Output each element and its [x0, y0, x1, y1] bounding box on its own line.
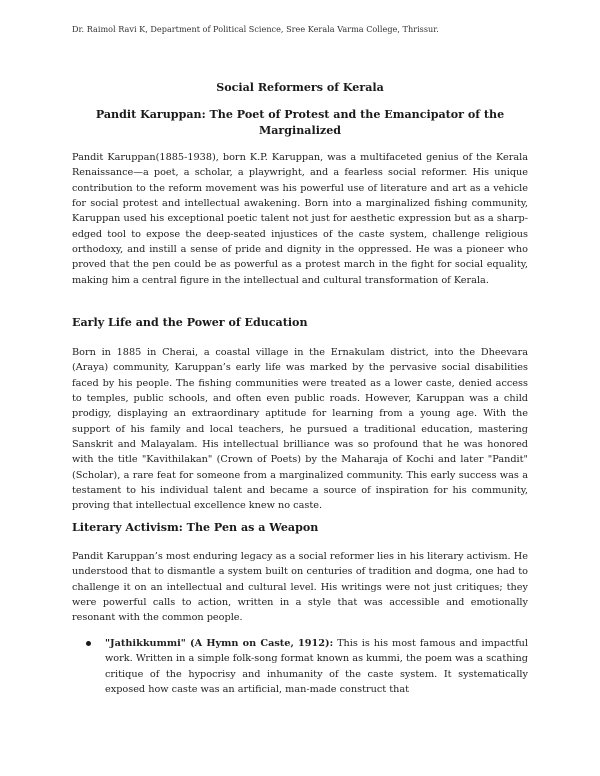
document-title: Social Reformers of Kerala: [216, 81, 384, 94]
section-heading-literary-activism: Literary Activism: The Pen as a Weapon: [72, 521, 319, 534]
document-subtitle: Pandit Karuppan: The Poet of Protest and the Emancipator of the Marginalized: [95, 108, 505, 137]
bullet-icon: [86, 641, 91, 646]
literary-activism-paragraph: Pandit Karuppan’s most enduring legacy as a social reformer lies in his literary activism. He understood that to dismantle a system built on centuries of tradition and dogma, one had to challenge it on an intellectual and cultural level. His writings were not just critiques; they were powerful calls to action, written in a style that was accessible and emotionally resonant with the common people.: [72, 551, 528, 624]
bullet-term: "Jathikkummi" (A Hymn on Caste, 1912):: [105, 638, 334, 649]
early-life-paragraph: Born in 1885 in Cherai, a coastal village in the Ernakulam district, into the Dheevara (Araya) community, Karuppan’s early life was marked by the pervasive social disabilities faced by his people. The fishing communities were treated as a lower caste, denied access to temples, public schools, and often even public roads. However, Karuppan was a child prodigy, displaying an extraordinary aptitude for learning from a young age. With the support of his family and local teachers, he pursued a traditional education, mastering Sanskrit and Malayalam. His intellectual brilliance was so profound that he was honored with the title "Kavithilakan" (Crown of Poets) by the Maharaja of Kochi and later "Pandit" (Scholar), a rare feat for someone from a marginalized community. This early success was a testament to his individual talent and became a source of inspiration for his community, proving that intellectual excellence knew no caste.: [72, 347, 528, 512]
literary-works-list: [72, 636, 528, 697]
bullet-text: This is his most famous and impactful work. Written in a simple folk-song format known as kummi, the poem was a scathing critique of the hypocrisy and inhumanity of the caste system. It systematically exposed how caste was an artificial, man-made construct that: [105, 638, 529, 696]
running-header: Dr. Raimol Ravi K, Department of Political Science, Sree Kerala Varma College, Thrissur.: [72, 24, 439, 34]
section-heading-early-life: Early Life and the Power of Education: [72, 316, 308, 329]
intro-paragraph: Pandit Karuppan(1885-1938), born K.P. Karuppan, was a multifaceted genius of the Kerala Renaissance—a poet, a scholar, a playwright, and a fearless social reformer. His unique contribution to the reform movement was his powerful use of literature and art as a vehicle for social protest and intellectual awakening. Born into a marginalized fishing community, Karuppan used his exceptional poetic talent not just for aesthetic expression but as a sharp-edged tool to expose the deep-seated injustices of the caste system, challenge religious orthodoxy, and instill a sense of pride and dignity in the oppressed. He was a pioneer who proved that the pen could be as powerful as a protest march in the fight for social equality, making him a central figure in the intellectual and cultural transformation of Kerala.: [72, 152, 528, 286]
list-item-jathikkummi: [72, 636, 528, 697]
